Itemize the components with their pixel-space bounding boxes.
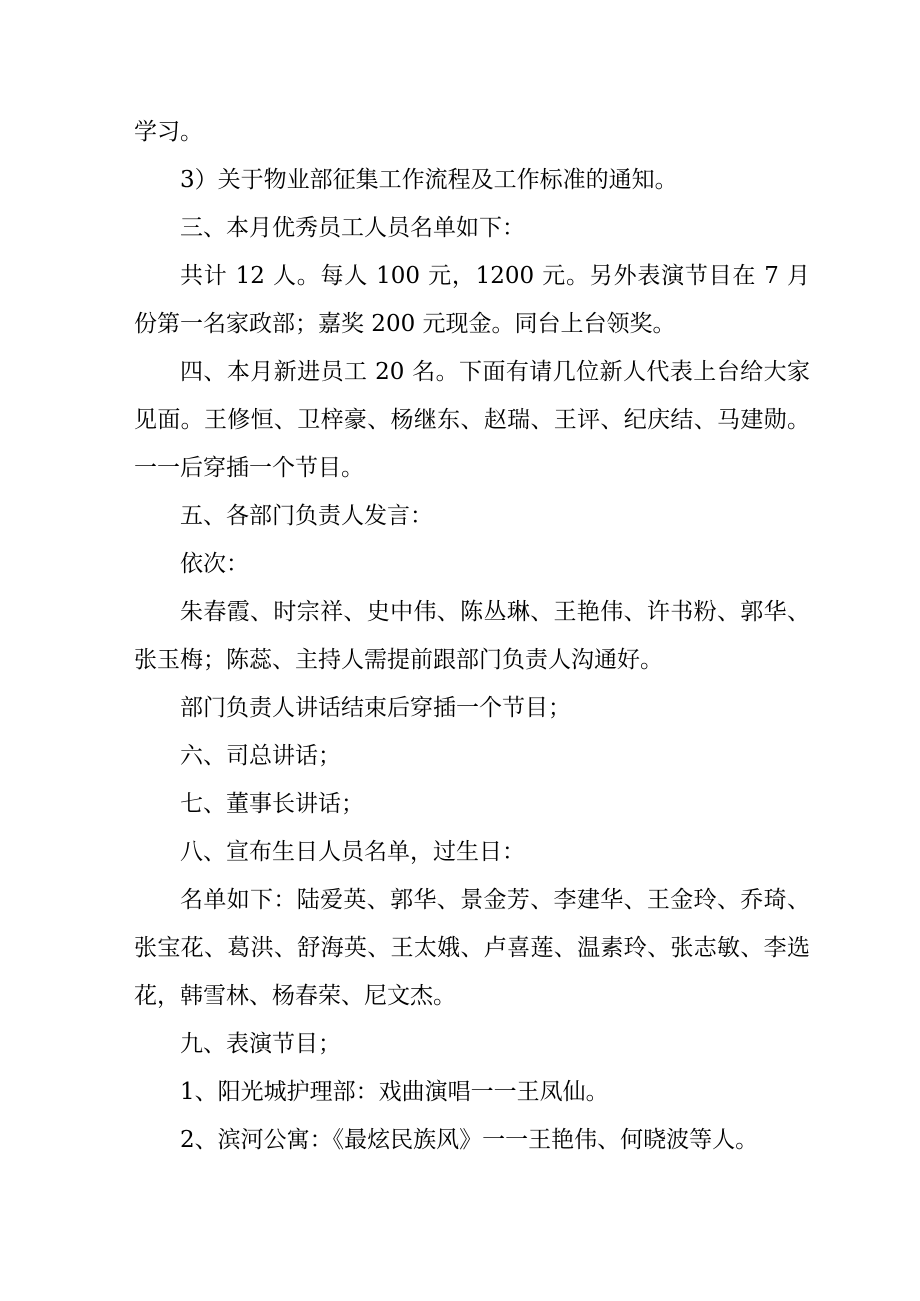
paragraph-11: 七、董事长讲话； bbox=[180, 791, 364, 817]
paragraph-10: 六、司总讲话； bbox=[180, 743, 341, 769]
paragraph-16: 2、滨河公寓：《最炫民族风》一一王艳伟、何晓波等人。 bbox=[180, 1127, 759, 1153]
paragraph-12: 八、宣布生日人员名单，过生日： bbox=[180, 839, 525, 865]
paragraph-2: 3）关于物业部征集工作流程及工作标准的通知。 bbox=[180, 167, 678, 193]
paragraph-8: 朱春霞、时宗祥、史中伟、陈丛琳、王艳伟、许书粉、郭华、张玉梅；陈蕊、主持人需提前跟部门负责人沟通好。 bbox=[134, 599, 810, 673]
document-body bbox=[134, 108, 810, 1164]
paragraph-14: 九、表演节目； bbox=[180, 1031, 341, 1057]
paragraph-6: 五、各部门负责人发言： bbox=[180, 503, 433, 529]
paragraph-4: 共计 12 人。每人 100 元，1200 元。另外表演节目在 7 月份第一名家政部；嘉奖 200 元现金。同台上台领奖。 bbox=[134, 263, 810, 337]
paragraph-13: 名单如下：陆爱英、郭华、景金芳、李建华、王金玲、乔琦、张宝花、葛洪、舒海英、王太娥、卢喜莲、温素玲、张志敏、李选花，韩雪林、杨春荣、尼文杰。 bbox=[134, 887, 810, 1009]
paragraph-9: 部门负责人讲话结束后穿插一个节目； bbox=[180, 695, 571, 721]
paragraph-15: 1、阳光城护理部：戏曲演唱一一王凤仙。 bbox=[180, 1079, 609, 1105]
paragraph-1: 学习。 bbox=[134, 119, 203, 145]
paragraph-7: 依次： bbox=[180, 551, 249, 577]
paragraph-5: 四、本月新进员工 20 名。下面有请几位新人代表上台给大家见面。王修恒、卫梓豪、杨继东、赵瑞、王评、纪庆结、马建勋。一一后穿插一个节目。 bbox=[134, 359, 810, 481]
paragraph-3: 三、本月优秀员工人员名单如下： bbox=[180, 215, 525, 241]
